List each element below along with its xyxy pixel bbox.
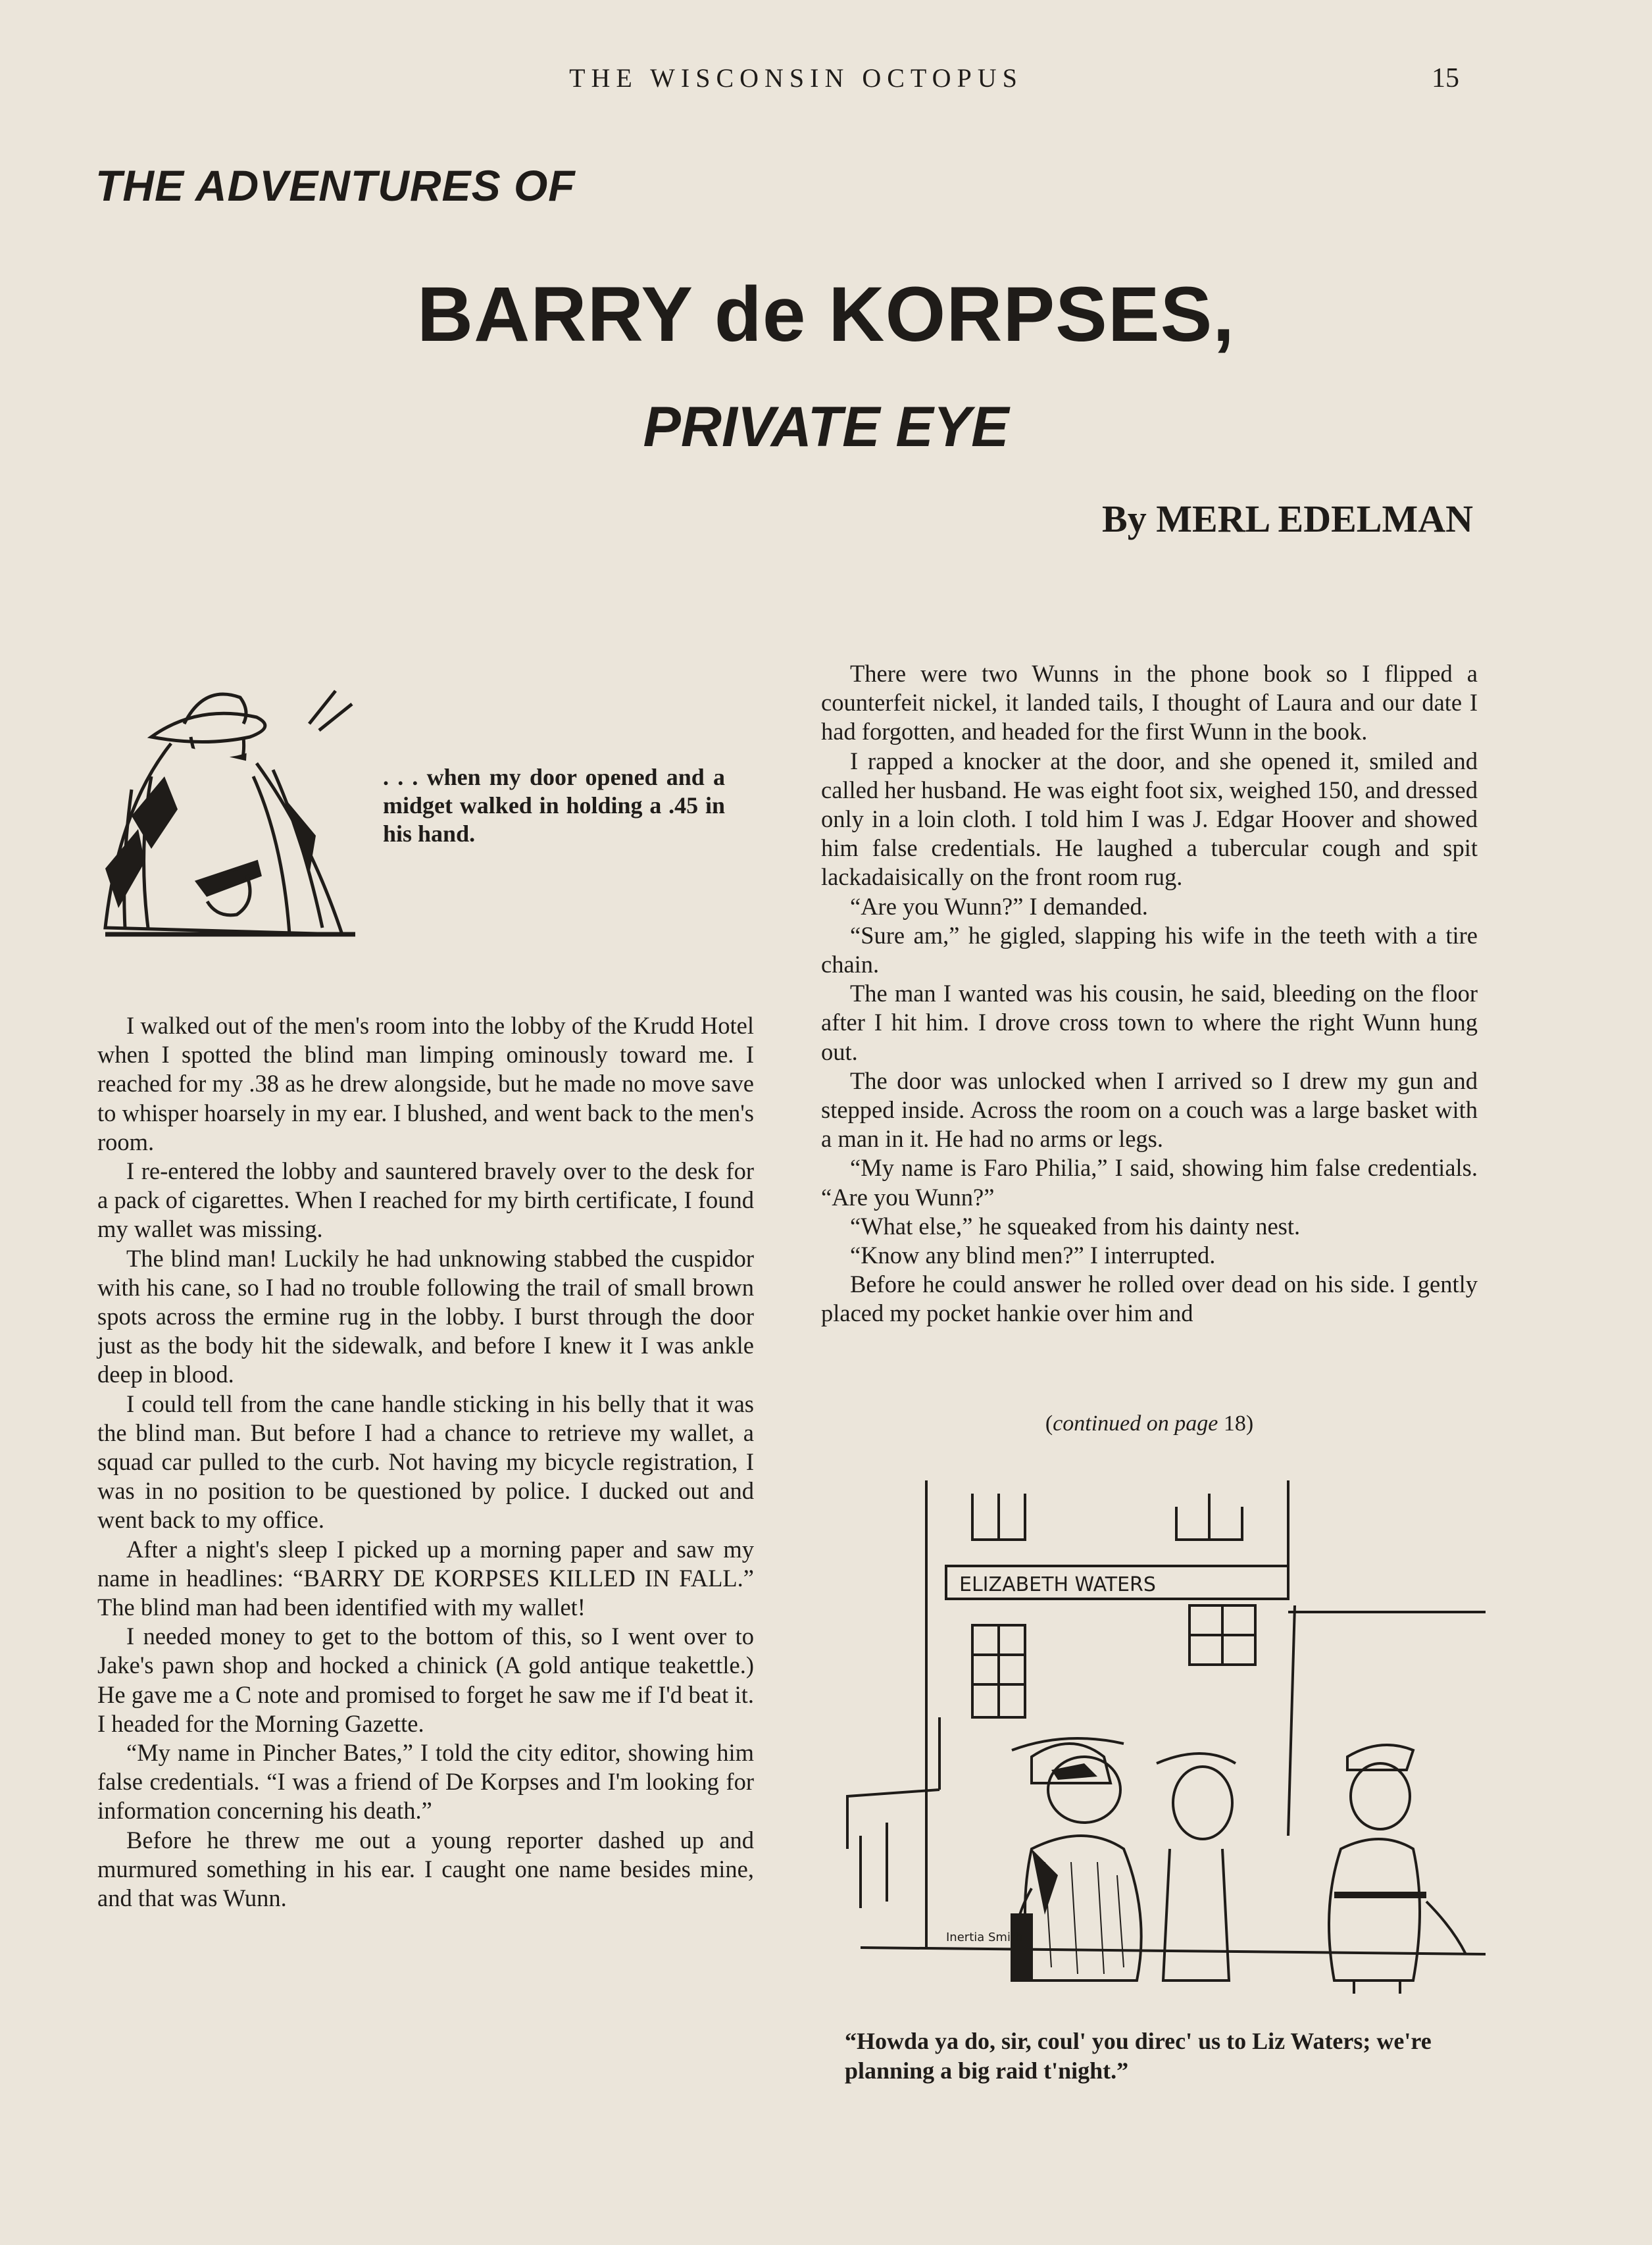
paragraph: Before he could answer he rolled over dead on his side. I gently placed my pocket hankie over him and: [821, 1271, 1478, 1327]
article-byline: By MERL EDELMAN: [1102, 497, 1473, 540]
paragraph: The door was unlocked when I arrived so I drew my gun and stepped inside. Across the room on a couch was a large basket with a man in it. He had no arms or legs.: [821, 1067, 1478, 1153]
paragraph: “Know any blind men?” I interrupted.: [850, 1242, 1216, 1269]
paragraph: “My name is Faro Philia,” I said, showing him false credentials. “Are you Wunn?”: [821, 1154, 1478, 1211]
paragraph: The man I wanted was his cousin, he said, bleeding on the floor after I hit him. I drove cross town to where the right Wunn hung out.: [821, 980, 1478, 1065]
paragraph: I walked out of the men's room into the lobby of the Krudd Hotel when I spotted the blind man limping ominously toward me. I reached for my .38 as he drew alongside, but he made no move save to whisper hoarsely in my ear. I blushed, and went back to the men's room.: [97, 1012, 754, 1155]
continued-page: 18: [1223, 1411, 1246, 1436]
article-subtitle: PRIVATE EYE: [643, 395, 1009, 459]
paragraph: “Sure am,” he gigled, slapping his wife in the teeth with a tire chain.: [821, 921, 1478, 978]
paragraph: I re-entered the lobby and sauntered bravely over to the desk for a pack of cigarettes. When I reached for my birth certificate, I found my wallet was missing.: [97, 1157, 754, 1243]
paragraph: The blind man! Luckily he had unknowing stabbed the cuspidor with his cane, so I had no trouble following the trail of small brown spots across the ermine rug in the lobby. I burst through the door just as the body hit the sidewalk, and before I knew it I was ankle deep in blood.: [97, 1244, 754, 1388]
sign-text: ELIZABETH WATERS: [959, 1573, 1156, 1596]
page-number: 15: [1432, 63, 1459, 93]
paragraph: I rapped a knocker at the door, and she opened it, smiled and called her husband. He was eight foot six, weighed 150, and dressed only in a loin cloth. I told him I was J. Edgar Hoover and showed him false credentials. He laughed a tubercular cough and spit lackadaisically on the front room rug.: [821, 747, 1478, 891]
continued-text: continued on page: [1053, 1411, 1218, 1436]
illustration-caption: . . . when my door opened and a midget walked in holding a .45 in his hand.: [383, 764, 725, 847]
paragraph: Before he threw me out a young reporter dashed up and murmured something in his ear. I caught one name besides mine, and that was Wunn.: [97, 1826, 754, 1912]
continued-note: (continued on page 18): [1045, 1411, 1254, 1436]
cartoon-signature: Inertia Smith: [946, 1930, 1023, 1944]
detective-illustration: [92, 665, 368, 947]
paragraph: I needed money to get to the bottom of this, so I went over to Jake's pawn shop and hocked a chinick (A gold antique teakettle.) He gave me a C note and promised to forget he saw me if I'd beat it. I headed for the Morning Gazette.: [97, 1623, 754, 1737]
magazine-title: THE WISCONSIN OCTOPUS: [569, 63, 1023, 93]
cartoon-illustration: [834, 1480, 1486, 2007]
paragraph: “Are you Wunn?” I demanded.: [850, 892, 1148, 920]
article-kicker: THE ADVENTURES OF: [95, 161, 576, 210]
article-title: BARRY de KORPSES,: [416, 271, 1236, 358]
left-column: [97, 1011, 754, 1913]
paragraph: After a night's sleep I picked up a morning paper and saw my name in headlines: “BARRY DE KORPSES KILLED IN FALL.” The blind man had been identified with my wallet!: [97, 1535, 754, 1621]
paragraph: “What else,” he squeaked from his dainty nest.: [850, 1212, 1301, 1240]
paragraph: There were two Wunns in the phone book so I flipped a counterfeit nickel, it landed tails, I thought of Laura and our date I had forgotten, and headed for the first Wunn in the book.: [821, 660, 1478, 745]
cartoon-caption: “Howda ya do, sir, coul' you direc' us to Liz Waters; we're planning a big raid t'night.”: [845, 2028, 1432, 2084]
paragraph: “My name in Pincher Bates,” I told the city editor, showing him false credentials. “I was a friend of De Korpses and I'm looking for information concerning his death.”: [97, 1739, 754, 1825]
paragraph: I could tell from the cane handle sticking in his belly that it was the blind man. But before I had a chance to retrieve my wallet, a squad car pulled to the curb. Not having my bicycle registration, I was in no position to be questioned by police. I ducked out and went back to my office.: [97, 1390, 754, 1534]
right-column: [821, 659, 1478, 1328]
